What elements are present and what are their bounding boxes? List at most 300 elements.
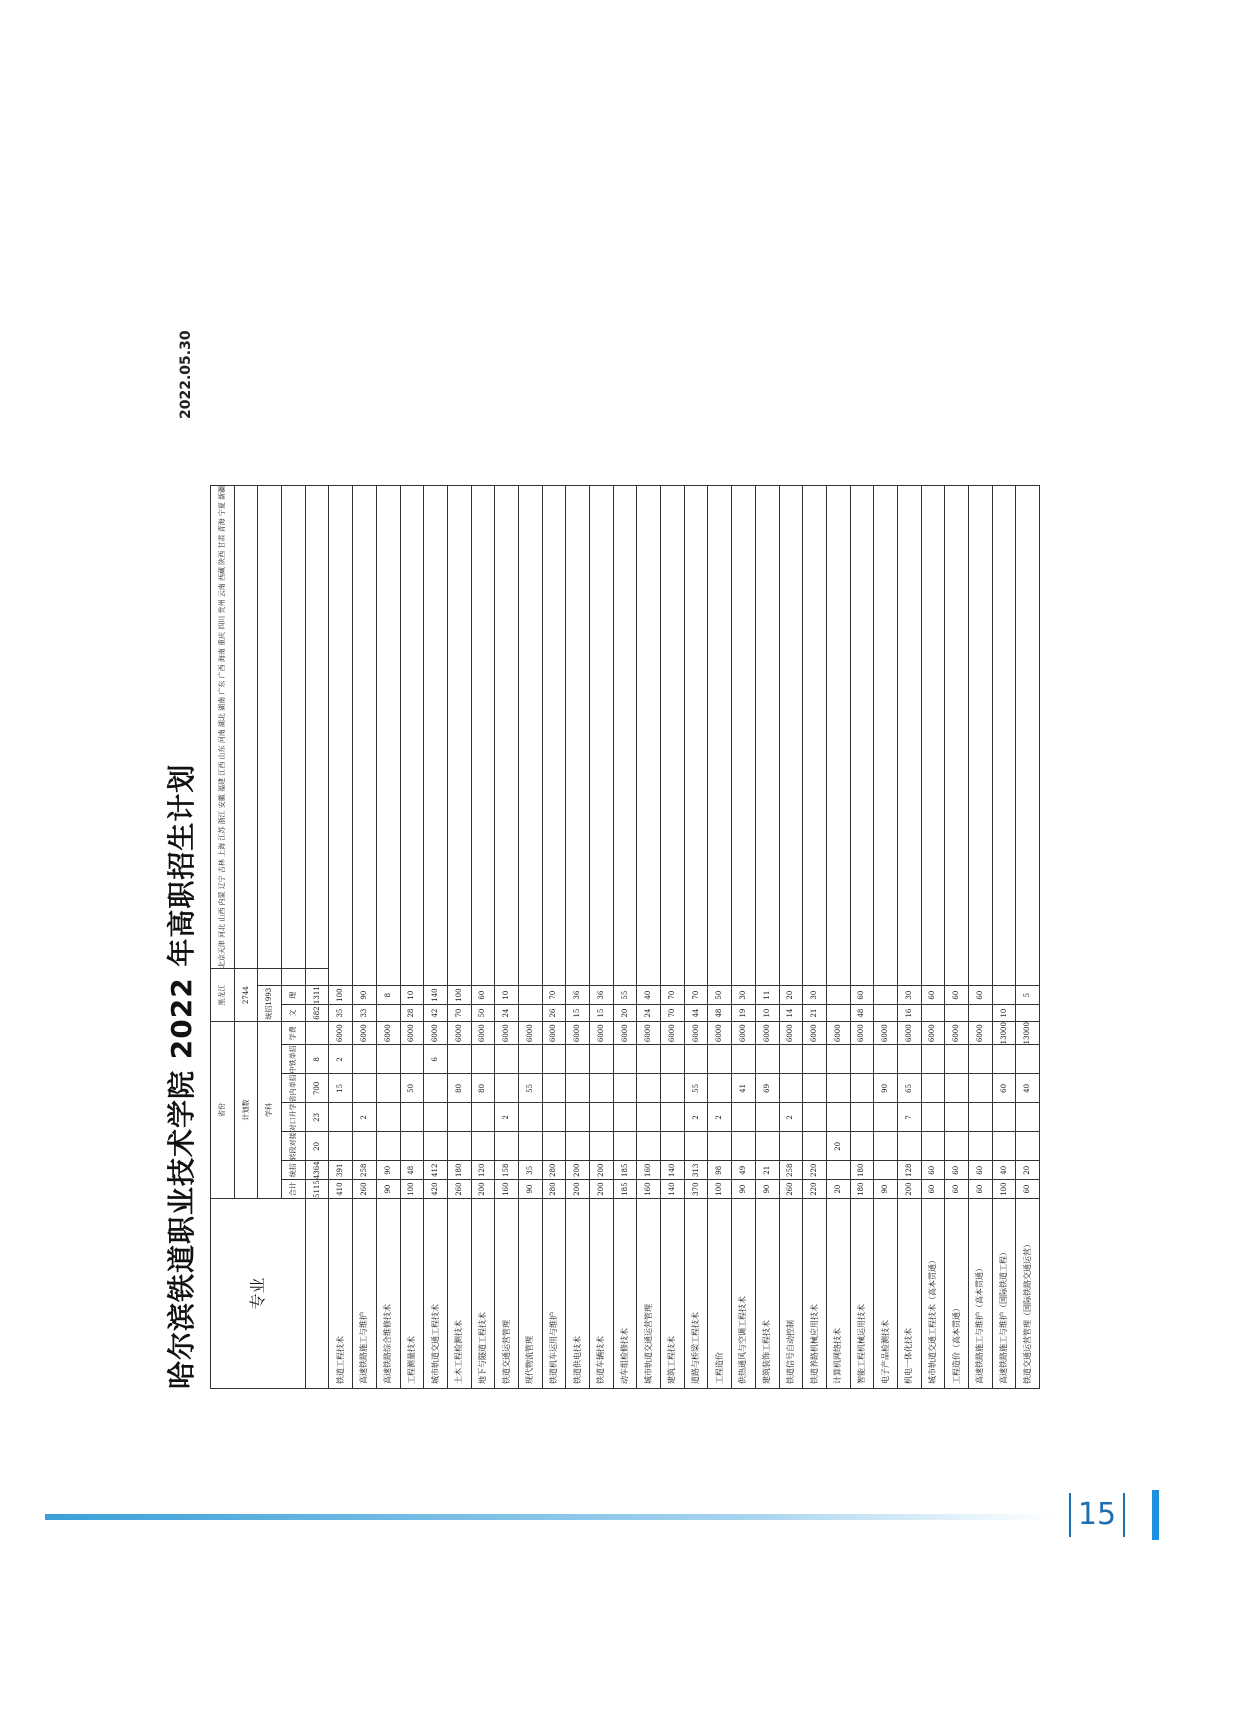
cell-wen: 14 — [779, 1005, 803, 1022]
cell-uni: 90 — [376, 1161, 400, 1180]
cell-d — [969, 1045, 993, 1074]
cell-total: 90 — [518, 1180, 542, 1199]
cell-uni: 220 — [803, 1161, 827, 1180]
cell-total: 185 — [613, 1180, 637, 1199]
cell-d — [992, 1045, 1016, 1074]
cell-total: 260 — [779, 1180, 803, 1199]
table-row — [803, 485, 827, 1388]
cell-c — [590, 1074, 614, 1103]
cell-c — [921, 1074, 945, 1103]
cell-uni: 160 — [637, 1161, 661, 1180]
cell-d — [447, 1045, 471, 1074]
cell-li: 20 — [779, 986, 803, 1005]
cell-fee: 6000 — [566, 1022, 590, 1045]
table-row — [684, 485, 708, 1388]
plan-wen: 682 — [305, 1005, 329, 1022]
cell-li: 60 — [471, 986, 495, 1005]
cell-uni — [874, 1161, 898, 1180]
cell-total: 220 — [803, 1180, 827, 1199]
cell-wen: 28 — [400, 1005, 424, 1022]
cell-fee: 6000 — [613, 1022, 637, 1045]
cell-c — [376, 1074, 400, 1103]
cell-wen: 10 — [755, 1005, 779, 1022]
table-row — [826, 485, 850, 1388]
total-header: 合计 — [282, 1180, 306, 1199]
cell-b — [661, 1103, 685, 1132]
cell-b: 2 — [779, 1103, 803, 1132]
cell-total: 420 — [424, 1180, 448, 1199]
cell-b — [755, 1103, 779, 1132]
cell-uni: 258 — [353, 1161, 377, 1180]
cell-c: 65 — [897, 1074, 921, 1103]
cell-li: 70 — [542, 986, 566, 1005]
cell-b — [376, 1103, 400, 1132]
table-row — [566, 485, 590, 1388]
cell-wen: 48 — [708, 1005, 732, 1022]
cell-total: 370 — [684, 1180, 708, 1199]
cell-li: 60 — [945, 986, 969, 1005]
cell-b — [1016, 1103, 1040, 1132]
cell-b — [613, 1103, 637, 1132]
cell-wen — [874, 1005, 898, 1022]
cell-major: 铁道信号自动控制 — [779, 1199, 803, 1389]
cell-li: 70 — [661, 986, 685, 1005]
cell-c: 40 — [1016, 1074, 1040, 1103]
cell-a — [992, 1132, 1016, 1161]
cell-wen — [921, 1005, 945, 1022]
cell-fee: 6000 — [353, 1022, 377, 1045]
cell-d — [613, 1045, 637, 1074]
cell-b — [566, 1103, 590, 1132]
cell-c — [850, 1074, 874, 1103]
cell-b — [874, 1103, 898, 1132]
cell-uni: 180 — [850, 1161, 874, 1180]
cell-li: 30 — [897, 986, 921, 1005]
cell-b — [471, 1103, 495, 1132]
table-row — [897, 485, 921, 1388]
cell-wen — [376, 1005, 400, 1022]
dk-header: 对口升学 — [282, 1103, 306, 1132]
cell-major: 高速铁路施工与维护 — [353, 1199, 377, 1389]
cell-li: 140 — [424, 986, 448, 1005]
cell-total: 410 — [329, 1180, 353, 1199]
cell-c — [542, 1074, 566, 1103]
cell-d — [376, 1045, 400, 1074]
table-row — [542, 485, 566, 1388]
cell-major: 工程造价（高本贯通） — [945, 1199, 969, 1389]
cell-wen: 24 — [637, 1005, 661, 1022]
cell-b: 2 — [495, 1103, 519, 1132]
cell-total: 260 — [447, 1180, 471, 1199]
cell-li: 30 — [732, 986, 756, 1005]
cell-total: 200 — [566, 1180, 590, 1199]
plan-a: 20 — [305, 1132, 329, 1161]
cell-d — [945, 1045, 969, 1074]
cell-a — [353, 1132, 377, 1161]
cell-a — [779, 1132, 803, 1161]
cell-d: 6 — [424, 1045, 448, 1074]
cell-uni: 200 — [590, 1161, 614, 1180]
cell-b: 7 — [897, 1103, 921, 1132]
cell-total: 100 — [992, 1180, 1016, 1199]
cell-a — [732, 1132, 756, 1161]
plan-b: 23 — [305, 1103, 329, 1132]
plan-li: 1311 — [305, 986, 329, 1005]
table-row — [969, 485, 993, 1388]
cell-b: 2 — [684, 1103, 708, 1132]
cell-fee: 6000 — [471, 1022, 495, 1045]
table-row — [471, 485, 495, 1388]
cell-wen: 42 — [424, 1005, 448, 1022]
cell-fee: 6000 — [732, 1022, 756, 1045]
cell-major: 供热通风与空调工程技术 — [732, 1199, 756, 1389]
cell-c: 15 — [329, 1074, 353, 1103]
li-header: 理 — [282, 986, 306, 1005]
cell-li: 10 — [495, 986, 519, 1005]
plan-uni: 4364 — [305, 1161, 329, 1180]
cell-c — [945, 1074, 969, 1103]
sn-header: 省内单招 — [282, 1074, 306, 1103]
table-row — [447, 485, 471, 1388]
cell-c — [566, 1074, 590, 1103]
plan-d: 8 — [305, 1045, 329, 1074]
cell-fee: 13000 — [1016, 1022, 1040, 1045]
cell-major: 计算机网络技术 — [826, 1199, 850, 1389]
cell-li — [518, 986, 542, 1005]
cell-c — [708, 1074, 732, 1103]
cell-li — [992, 986, 1016, 1005]
page-title: 哈尔滨铁道职业技术学院 2022 年高职招生计划 — [165, 763, 198, 1389]
cell-a — [803, 1132, 827, 1161]
cell-uni: 258 — [779, 1161, 803, 1180]
cell-major: 道路与桥梁工程技术 — [684, 1199, 708, 1389]
cell-li: 40 — [637, 986, 661, 1005]
table-row — [400, 485, 424, 1388]
cell-li: 60 — [850, 986, 874, 1005]
cell-fee: 6000 — [495, 1022, 519, 1045]
cell-uni: 48 — [400, 1161, 424, 1180]
cell-total: 60 — [969, 1180, 993, 1199]
cell-total: 140 — [661, 1180, 685, 1199]
page-accent-bar — [1152, 1490, 1159, 1540]
hlj-total: 2744 — [234, 969, 258, 1022]
cell-uni: 120 — [471, 1161, 495, 1180]
cell-total: 90 — [755, 1180, 779, 1199]
cell-li: 5 — [1016, 986, 1040, 1005]
cell-a — [471, 1132, 495, 1161]
cell-total: 90 — [376, 1180, 400, 1199]
cell-c: 50 — [400, 1074, 424, 1103]
cell-fee: 6000 — [708, 1022, 732, 1045]
cell-uni: 412 — [424, 1161, 448, 1180]
cell-b — [590, 1103, 614, 1132]
cell-d — [495, 1045, 519, 1074]
cell-major: 铁道工程技术 — [329, 1199, 353, 1389]
cell-li: 50 — [708, 986, 732, 1005]
cell-wen: 26 — [542, 1005, 566, 1022]
cell-major: 地下与隧道工程技术 — [471, 1199, 495, 1389]
cell-a — [850, 1132, 874, 1161]
cell-li: 30 — [803, 986, 827, 1005]
subject-header: 学科 — [258, 1022, 282, 1199]
cell-uni: 35 — [518, 1161, 542, 1180]
cell-wen: 15 — [590, 1005, 614, 1022]
cell-d — [518, 1045, 542, 1074]
cell-uni: 60 — [969, 1161, 993, 1180]
cell-d — [637, 1045, 661, 1074]
cell-major: 电子产品检测技术 — [874, 1199, 898, 1389]
cell-d — [850, 1045, 874, 1074]
cell-b — [969, 1103, 993, 1132]
cell-total: 100 — [708, 1180, 732, 1199]
cell-c — [826, 1074, 850, 1103]
cell-major: 城市轨道交通运营管理 — [637, 1199, 661, 1389]
cell-major: 城市轨道交通工程技术 — [424, 1199, 448, 1389]
cell-d — [874, 1045, 898, 1074]
cell-d — [566, 1045, 590, 1074]
cell-c: 41 — [732, 1074, 756, 1103]
cell-major: 高速铁路综合维修技术 — [376, 1199, 400, 1389]
cell-d — [661, 1045, 685, 1074]
cell-c — [353, 1074, 377, 1103]
plan-total: 5115 — [305, 1180, 329, 1199]
cell-wen — [826, 1005, 850, 1022]
cell-li: 90 — [353, 986, 377, 1005]
cell-wen — [945, 1005, 969, 1022]
cell-a — [495, 1132, 519, 1161]
cell-total: 100 — [400, 1180, 424, 1199]
cell-major: 铁道车辆技术 — [590, 1199, 614, 1389]
table-row — [1016, 485, 1040, 1388]
cell-d — [732, 1045, 756, 1074]
cell-c — [661, 1074, 685, 1103]
cell-uni: 20 — [1016, 1161, 1040, 1180]
cell-wen: 48 — [850, 1005, 874, 1022]
cell-total: 280 — [542, 1180, 566, 1199]
date-label: 2022.05.30 — [178, 330, 194, 419]
page-number: 15 — [1069, 1493, 1125, 1537]
cell-major: 铁道交通运营管理 — [495, 1199, 519, 1389]
cell-li: 100 — [329, 986, 353, 1005]
cell-li: 36 — [590, 986, 614, 1005]
cell-b — [945, 1103, 969, 1132]
cell-wen: 15 — [566, 1005, 590, 1022]
cell-fee: 6000 — [921, 1022, 945, 1045]
cell-a — [921, 1132, 945, 1161]
cell-wen — [1016, 1005, 1040, 1022]
cell-uni: 158 — [495, 1161, 519, 1180]
cell-wen: 20 — [613, 1005, 637, 1022]
table-row — [921, 485, 945, 1388]
cell-fee: 6000 — [755, 1022, 779, 1045]
cell-a — [874, 1132, 898, 1161]
table-row — [613, 485, 637, 1388]
cell-fee: 6000 — [518, 1022, 542, 1045]
cell-d — [803, 1045, 827, 1074]
cell-wen: 44 — [684, 1005, 708, 1022]
cell-li: 100 — [447, 986, 471, 1005]
cell-major: 高速铁路施工与维护（高本贯通） — [969, 1199, 993, 1389]
cell-b — [850, 1103, 874, 1132]
cell-major: 动车组检修技术 — [613, 1199, 637, 1389]
unified-header: 统招 — [282, 1161, 306, 1180]
cell-c: 55 — [684, 1074, 708, 1103]
table-row — [518, 485, 542, 1388]
cell-major: 建筑装饰工程技术 — [755, 1199, 779, 1389]
cell-b — [518, 1103, 542, 1132]
cell-fee: 6000 — [400, 1022, 424, 1045]
cell-fee: 6000 — [684, 1022, 708, 1045]
provinces-header: 北京天津 河北 山西 内蒙 辽宁 吉林 上海 江苏 浙江 安徽 福建 江西 山东 河南 湖北 湖南 广东 广西 海南 重庆 四川 贵州 云南 西藏 陕西 甘肃 青海 宁夏 新疆 — [211, 485, 235, 968]
cell-fee: 6000 — [637, 1022, 661, 1045]
cell-a — [637, 1132, 661, 1161]
cell-total: 260 — [353, 1180, 377, 1199]
table-row — [779, 485, 803, 1388]
cell-a — [708, 1132, 732, 1161]
cell-fee: 13000 — [992, 1022, 1016, 1045]
cell-b — [992, 1103, 1016, 1132]
cell-b — [447, 1103, 471, 1132]
cell-uni: 98 — [708, 1161, 732, 1180]
cell-major: 城市轨道交通工程技术（高本贯通） — [921, 1199, 945, 1389]
cell-fee: 6000 — [969, 1022, 993, 1045]
heilongjiang-header: 黑龙江 — [211, 969, 235, 1022]
cell-wen: 70 — [447, 1005, 471, 1022]
table-row — [732, 485, 756, 1388]
cell-major: 高速铁路施工与维护（国际铁道工程） — [992, 1199, 1016, 1389]
cell-fee: 6000 — [874, 1022, 898, 1045]
cell-c — [637, 1074, 661, 1103]
cell-wen: 35 — [329, 1005, 353, 1022]
pc-header: 转段对接 — [282, 1132, 306, 1161]
table-row — [945, 485, 969, 1388]
cell-c: 55 — [518, 1074, 542, 1103]
table-row — [637, 485, 661, 1388]
cell-a — [945, 1132, 969, 1161]
cell-wen: 21 — [803, 1005, 827, 1022]
cell-total: 160 — [495, 1180, 519, 1199]
cell-c — [495, 1074, 519, 1103]
cell-fee: 6000 — [542, 1022, 566, 1045]
cell-major: 铁道供电技术 — [566, 1199, 590, 1389]
cell-major: 智能工程机械运用技术 — [850, 1199, 874, 1389]
cell-d — [826, 1045, 850, 1074]
cell-uni — [826, 1161, 850, 1180]
cell-fee: 6000 — [424, 1022, 448, 1045]
cell-li — [826, 986, 850, 1005]
cell-d — [755, 1045, 779, 1074]
cell-major: 现代物流管理 — [518, 1199, 542, 1389]
cell-c: 60 — [992, 1074, 1016, 1103]
cell-uni: 200 — [566, 1161, 590, 1180]
table-row — [329, 485, 353, 1388]
cell-a — [400, 1132, 424, 1161]
cell-uni: 128 — [897, 1161, 921, 1180]
cell-a — [566, 1132, 590, 1161]
cell-uni: 60 — [921, 1161, 945, 1180]
cell-total: 20 — [826, 1180, 850, 1199]
cell-a — [613, 1132, 637, 1161]
cell-uni: 280 — [542, 1161, 566, 1180]
province-header: 省份 — [211, 1022, 235, 1199]
cell-d — [897, 1045, 921, 1074]
cell-major: 建筑工程技术 — [661, 1199, 685, 1389]
cell-major: 土木工程检测技术 — [447, 1199, 471, 1389]
plan-c: 700 — [305, 1074, 329, 1103]
cell-li: 60 — [969, 986, 993, 1005]
cell-wen: 50 — [471, 1005, 495, 1022]
cell-wen — [518, 1005, 542, 1022]
cell-fee: 6000 — [945, 1022, 969, 1045]
cell-d — [708, 1045, 732, 1074]
cell-major: 铁道养路机械应用技术 — [803, 1199, 827, 1389]
table-row — [874, 485, 898, 1388]
cell-major: 铁道机车运用与维护 — [542, 1199, 566, 1389]
cell-b — [329, 1103, 353, 1132]
cell-a — [447, 1132, 471, 1161]
cell-fee: 6000 — [590, 1022, 614, 1045]
footer-bar — [45, 1514, 1055, 1520]
table-row — [376, 485, 400, 1388]
tongzhao-header: 统招1993 — [258, 986, 282, 1022]
cell-b — [542, 1103, 566, 1132]
wen-header: 文 — [282, 1005, 306, 1022]
cell-wen: 70 — [661, 1005, 685, 1022]
cell-b: 2 — [353, 1103, 377, 1132]
cell-li: 70 — [684, 986, 708, 1005]
cell-major: 机电一体化技术 — [897, 1199, 921, 1389]
cell-total: 180 — [850, 1180, 874, 1199]
table-row — [755, 485, 779, 1388]
table-row — [424, 485, 448, 1388]
cell-a — [590, 1132, 614, 1161]
cell-b — [637, 1103, 661, 1132]
cell-b — [732, 1103, 756, 1132]
cell-a — [755, 1132, 779, 1161]
cell-c: 90 — [874, 1074, 898, 1103]
cell-wen — [969, 1005, 993, 1022]
cell-fee: 6000 — [376, 1022, 400, 1045]
cell-uni: 180 — [447, 1161, 471, 1180]
cell-d — [471, 1045, 495, 1074]
cell-major: 工程造价 — [708, 1199, 732, 1389]
cell-major: 工程测量技术 — [400, 1199, 424, 1389]
plan-row — [305, 485, 329, 1388]
table-row — [495, 485, 519, 1388]
cell-d — [353, 1045, 377, 1074]
cell-wen: 33 — [353, 1005, 377, 1022]
cell-wen: 24 — [495, 1005, 519, 1022]
cell-uni: 185 — [613, 1161, 637, 1180]
cell-a — [897, 1132, 921, 1161]
cell-a — [329, 1132, 353, 1161]
cell-total: 60 — [921, 1180, 945, 1199]
cell-b — [424, 1103, 448, 1132]
cell-d — [590, 1045, 614, 1074]
cell-fee: 6000 — [826, 1022, 850, 1045]
cell-d — [921, 1045, 945, 1074]
cell-li: 55 — [613, 986, 637, 1005]
cell-a — [684, 1132, 708, 1161]
cell-li: 11 — [755, 986, 779, 1005]
table-row — [590, 485, 614, 1388]
cell-fee: 6000 — [897, 1022, 921, 1045]
cell-a — [376, 1132, 400, 1161]
cell-c: 80 — [447, 1074, 471, 1103]
cell-total: 160 — [637, 1180, 661, 1199]
tuition-header: 学费 — [282, 1022, 306, 1045]
cell-wen: 19 — [732, 1005, 756, 1022]
